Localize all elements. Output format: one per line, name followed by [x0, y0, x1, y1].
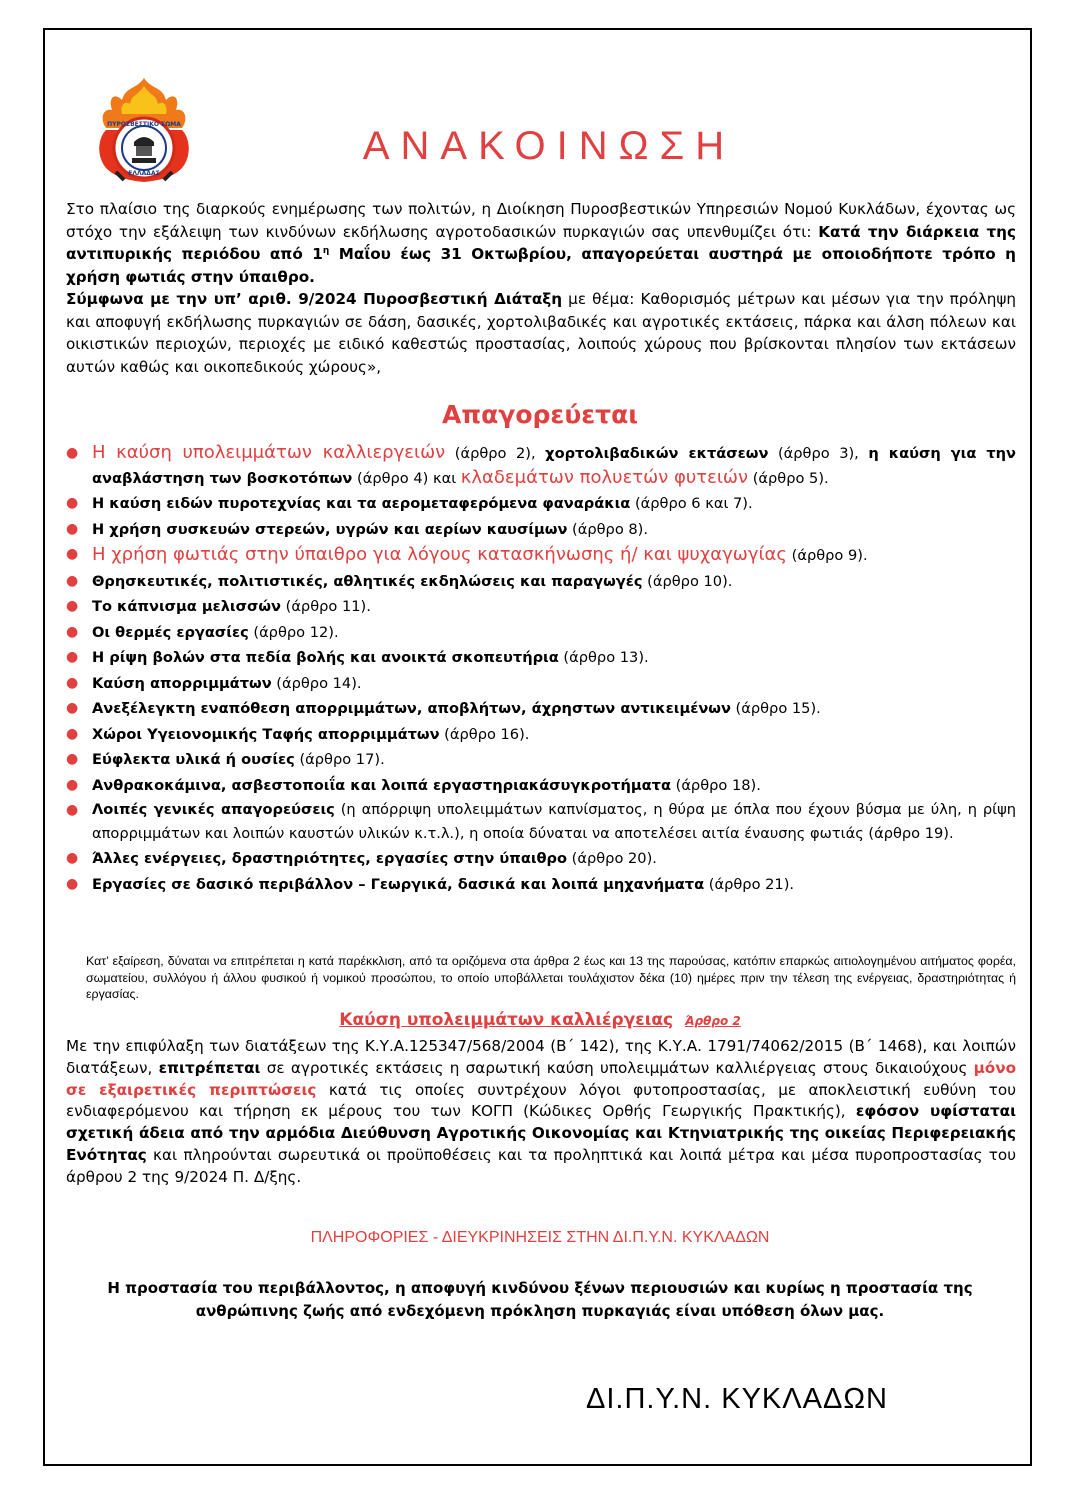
- item-ref: (άρθρο 21).: [704, 875, 795, 893]
- item-bold: Εργασίες σε δασικό περιβάλλον – Γεωργικά, δασικά και λοιπά μηχανήματα: [92, 875, 705, 893]
- item-ref: (η απόρριψη υπολειμμάτων καπνίσματος, η θύρα με όπλα που έχουν βύσμα με ύλη, η ρίψη απορριμμάτων και λοιπών καυστών υλικών κ.τ.λ.), η οποία δύναται να αποτελέσει αιτία έναυσης φωτιάς (άρθρο 19).: [92, 801, 1016, 842]
- red-bullet-icon: ●: [66, 875, 79, 892]
- section-s7: και πληρούνται σωρευτικά οι προϋποθέσεις και τα προληπτικά και λοιπά μέτρα και μέσα πυροπροστασίας του άρθρου 2 της 9/2024 Π. Δ/ξης.: [66, 1145, 1016, 1186]
- red-bullet-icon: ●: [66, 495, 79, 511]
- list-item: [66, 569, 1016, 595]
- item-ref: (άρθρο 10).: [642, 572, 733, 590]
- section-s5: κατά τις οποίες συντρέχουν λόγοι φυτοπροστασίας, με αποκλειστική ευθύνη του ενδιαφερόμενου και τήρηση εκ μέρους του των ΚΟΓΠ (Κώδικες Ορθής Γεωργικής Πρακτικής),: [66, 1080, 1017, 1121]
- section-title-text: Καύση υπολειμμάτων καλλιέργειας: [339, 1010, 674, 1030]
- item-bold: Θρησκευτικές, πολιτιστικές, αθλητικές εκδηλώσεις και παραγωγές: [92, 572, 643, 590]
- prohibition-list: [66, 441, 1016, 897]
- red-bullet-icon: ●: [66, 598, 79, 614]
- list-item: [66, 542, 1016, 569]
- item-ref: (άρθρο 15).: [730, 700, 821, 717]
- item-bold: Η χρήση συσκευών στερεών, υγρών και αερίων καυσίμων: [92, 520, 568, 538]
- red-bullet-icon: ●: [66, 546, 79, 562]
- item-ref: (άρθρο 17).: [294, 751, 385, 768]
- section-s4: μόνο σε εξαιρετικές περιπτώσεις: [66, 1058, 1016, 1099]
- intro-p2-plain: με θέμα: Καθορισμός μέτρων και μέσων για την πρόληψη και αποφυγή εκδήλωσης πυρκαγιών σε δάση, δασικές, χορτολιβαδικές και αγροτικές εκτάσεις, πάρκα και άλση πόλεων και οικιστικών περιοχών, περιοχές με ειδικό καθεστώς προστασίας, λοιπούς χώρους που βρίσκονται πλησίον των εκτάσεων αυτών καθώς και οικοπεδικούς χώρους»,: [66, 290, 1017, 376]
- closing-statement: Η προστασία του περιβάλλοντος, η αποφυγή κινδύνου ξένων περιουσιών και κυρίως η προστασία της ανθρώπινης ζωής από ενδεχόμενη πρόκληση πυρκαγιάς είναι υπόθεση όλων μας.: [107, 1279, 973, 1320]
- ban-heading: Απαγορεύεται: [442, 400, 638, 429]
- item-ref: (άρθρο 9).: [787, 547, 868, 564]
- red-bullet-icon: ●: [66, 520, 79, 537]
- list-item: [66, 594, 1016, 620]
- red-bullet-icon: ●: [66, 623, 79, 640]
- section-subtitle: Άρθρο 2: [684, 1014, 741, 1028]
- intro-p1-bold-a: Κατά την διάρκεια της αντιπυρικής περιόδου από 1: [66, 222, 1016, 263]
- item-ref: (άρθρο 20).: [567, 850, 657, 867]
- red-bullet-icon: ●: [66, 850, 79, 866]
- intro-p2-bold: Σύμφωνα με την υπ’ αριθ. 9/2024 Πυροσβεστική Διάταξη: [66, 290, 563, 308]
- list-item: [66, 620, 1016, 646]
- section-s6: εφόσον υφίσταται σχετική άδεια από την αρμόδια Διεύθυνση Αγροτικής Οικονομίας και Κτηνιατρικής της οικείας Περιφερειακής Ενότητας: [66, 1102, 1016, 1164]
- list-item: [66, 441, 1016, 491]
- item-highlight: κλαδεμάτων πολυετών φυτειών: [460, 467, 749, 488]
- section-s2: επιτρέπεται: [158, 1058, 261, 1077]
- item-ref: (άρθρο 16).: [439, 725, 530, 743]
- item-highlight: Η καύση υπολειμμάτων καλλιεργειών: [92, 442, 446, 463]
- red-bullet-icon: ●: [66, 802, 79, 818]
- item-ref: (άρθρο 6 και 7).: [630, 495, 753, 512]
- list-item: [66, 696, 1016, 722]
- section-s3: σε αγροτικές εκτάσεις η σαρωτική καύση υπολειμμάτων καλλιέργειας στους δικαιούχους: [260, 1058, 974, 1077]
- red-bullet-icon: ●: [66, 674, 79, 691]
- item-highlight: Η χρήση φωτιάς στην ύπαιθρο για λόγους κατασκήνωσης ή/ και ψυχαγωγίας: [92, 544, 787, 565]
- intro-p1-sup: η: [322, 245, 330, 256]
- logo-text-top: ΠΥΡΟΣΒΕΣΤΙΚΟ ΣΩΜΑ: [107, 121, 181, 128]
- list-item: [66, 491, 1016, 517]
- item-bold: Άλλες ενέργειες, δραστηριότητες, εργασίες στην ύπαιθρο: [92, 850, 568, 867]
- list-item: [66, 645, 1016, 671]
- list-item: [66, 773, 1016, 799]
- item-ref: (άρθρο 2),: [445, 445, 546, 462]
- item-bold: Χώροι Υγειονομικής Ταφής απορριμμάτων: [92, 725, 440, 743]
- item-bold: Ανθρακοκάμινα, ασβεστοποιΐα και λοιπά εργαστηριακάσυγκροτήματα: [92, 776, 671, 794]
- signature: ΔΙ.Π.Υ.Ν. ΚΥΚΛΑΔΩΝ: [586, 1383, 888, 1415]
- item-bold: η καύση για την αναβλάστηση των βοσκοτόπων: [92, 445, 1016, 487]
- red-bullet-icon: ●: [66, 649, 79, 665]
- section-title: [0, 1010, 1080, 1030]
- page-title: ΑΝΑΚΟΙΝΩΣΗ: [362, 124, 736, 168]
- intro-paragraph-2: [66, 288, 1016, 378]
- red-bullet-icon: ●: [66, 725, 79, 742]
- item-bold: χορτολιβαδικών εκτάσεων: [545, 445, 769, 462]
- list-item: [66, 798, 1016, 846]
- item-bold: Καύση απορριμμάτων: [92, 674, 272, 692]
- item-bold: Η καύση ειδών πυροτεχνίας και τα αερομεταφερόμενα φαναράκια: [92, 495, 631, 512]
- item-bold: Η ρίψη βολών στα πεδία βολής και ανοικτά σκοπευτήρια: [92, 649, 559, 666]
- red-bullet-icon: ●: [66, 751, 79, 767]
- item-bold: Οι θερμές εργασίες: [92, 623, 249, 641]
- section-s1: Με την επιφύλαξη των διατάξεων της Κ.Υ.Α.125347/568/2004 (Β΄ 142), της Κ.Υ.Α. 1791/74062/2015 (Β΄ 1468), και λοιπών διατάξεων,: [66, 1037, 1016, 1077]
- logo-text-bottom: ΕΛΛΑΔΑΣ: [128, 170, 160, 177]
- red-bullet-icon: ●: [66, 445, 79, 461]
- item-ref: (άρθρο 13).: [558, 649, 649, 666]
- list-item: [66, 517, 1016, 543]
- red-bullet-icon: ●: [66, 700, 79, 716]
- section-body: [66, 1036, 1016, 1189]
- exception-note: Κατ’ εξαίρεση, δύναται να επιτρέπεται η κατά παρέκκλιση, από τα οριζόμενα στα άρθρα 2 έως και 13 της παρούσας, κατόπιν επαρκώς αιτιολογημένου αιτήματος φορέα, σωματείου, συλλόγου ή άλλου φυσικού ή νομικού προσώπου, το οποίο υποβάλλεται τουλάχιστον δέκα (10) ημέρες πριν την τέλεση της ενέργειας, δραστηριότητας ή εργασίας.: [86, 954, 1016, 1001]
- section-paragraph: [66, 1036, 1016, 1189]
- item-ref: (άρθρο 5).: [748, 470, 829, 487]
- info-line: ΠΛΗΡΟΦΟΡΙΕΣ - ΔΙΕΥΚΡΙΝΗΣΕΙΣ ΣΤΗΝ ΔΙ.Π.Υ.Ν. ΚΥΚΛΑΔΩΝ: [310, 1229, 770, 1246]
- list-item: [66, 671, 1016, 697]
- item-bold: Ανεξέλεγκτη εναπόθεση απορριμμάτων, αποβλήτων, άχρηστων αντικειμένων: [92, 700, 731, 717]
- list-item: [66, 846, 1016, 872]
- red-bullet-icon: ●: [66, 776, 79, 793]
- item-ref: (άρθρο 4) και: [352, 470, 461, 487]
- intro-p1-plain: Στο πλαίσιο της διαρκούς ενημέρωσης των πολιτών, η Διοίκηση Πυροσβεστικών Υπηρεσιών Νομού Κυκλάδων, έχοντας ως στόχο την εξάλειψη των κινδύνων εκδήλωσης αγροτοδασικών πυρκαγιών σας υπενθυμίζει ότι:: [66, 200, 1016, 241]
- item-ref: (άρθρο 3),: [768, 445, 869, 462]
- item-bold: Εύφλεκτα υλικά ή ουσίες: [92, 751, 295, 768]
- item-bold: Το κάπνισμα μελισσών: [92, 598, 281, 615]
- list-item: [66, 872, 1016, 898]
- red-bullet-icon: ●: [66, 572, 79, 589]
- list-item: [66, 747, 1016, 773]
- intro-paragraph-1: [66, 198, 1016, 288]
- item-ref: (άρθρο 12).: [248, 623, 339, 641]
- item-ref: (άρθρο 18).: [670, 776, 761, 794]
- item-ref: (άρθρο 11).: [280, 598, 371, 615]
- item-ref: (άρθρο 14).: [271, 674, 362, 692]
- intro-text: [66, 198, 1016, 378]
- list-item: [66, 722, 1016, 748]
- item-bold: Λοιπές γενικές απαγορεύσεις: [92, 801, 335, 818]
- intro-p1-bold-b: Μαΐου έως 31 Οκτωβρίου, απαγορεύεται αυστηρά με οποιοδήποτε τρόπο η χρήση φωτιάς στην ύπαιθρο.: [66, 245, 1016, 286]
- item-ref: (άρθρο 8).: [567, 520, 648, 538]
